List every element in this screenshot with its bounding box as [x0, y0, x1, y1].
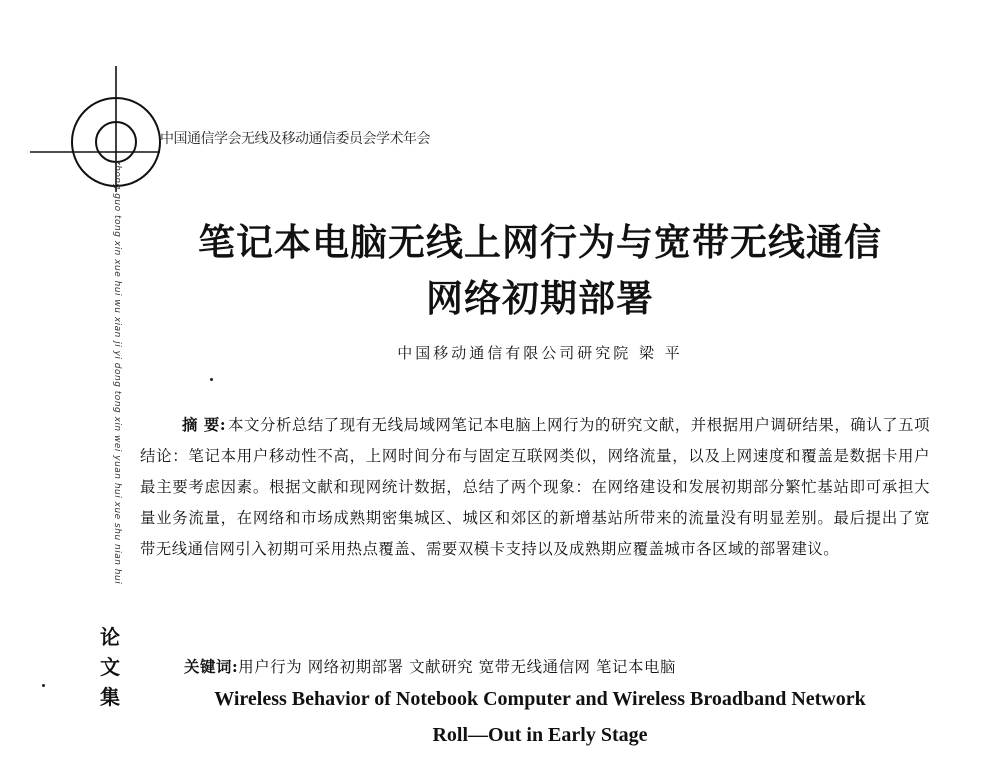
keywords [184, 655, 944, 677]
english-title-line-2: Roll—Out in Early Stage [432, 724, 648, 746]
sidebar-label-char: 文 [100, 655, 120, 679]
scan-speck [42, 684, 45, 687]
sidebar-label-char: 论 [100, 625, 120, 649]
sidebar-label [98, 622, 122, 712]
abstract [140, 410, 930, 565]
english-title-line-1: Wireless Behavior of Notebook Computer and Wireless Broadband Network [214, 688, 866, 710]
keywords-text: 用户行为 网络初期部署 文献研究 宽带无线通信网 笔记本电脑 [238, 658, 676, 676]
scan-speck [210, 378, 213, 381]
conference-logo [30, 60, 170, 200]
sidebar-label-char: 集 [100, 685, 120, 709]
conference-header: 中国通信学会无线及移动通信委员会学术年会 [160, 131, 430, 147]
sidebar-pinyin: zhong guo tong xin xue hui wu xian ji yi dong tong xin wei yuan hui xue shu nian hui [112, 160, 122, 585]
abstract-text: 本文分析总结了现有无线局域网笔记本电脑上网行为的研究文献，并根据用户调研结果，确认了五项结论：笔记本用户移动性不高，上网时间分布与固定互联网类似，网络流量，以及上网速度和覆盖是数据卡用户最主要考虑因素。根据文献和现网统计数据，总结了两个现象：在网络建设和发展初期部分繁忙基站即可承担大量业务流量，在网络和市场成熟期密集城区、城区和郊区的新增基站所带来的流量没有明显差别。最后提出了宽带无线通信网引入初期可采用热点覆盖、需要双模卡支持以及成熟期应覆盖城市各区域的部署建议。 [140, 416, 930, 558]
paper-authors: 中国移动通信有限公司研究院 梁 平 [397, 344, 683, 362]
abstract-label: 摘 要: [182, 416, 227, 434]
paper-title-line-1: 笔记本电脑无线上网行为与宽带无线通信 [198, 221, 882, 264]
keywords-label: 关键词: [184, 658, 239, 676]
paper-title-line-2: 网络初期部署 [426, 277, 654, 320]
